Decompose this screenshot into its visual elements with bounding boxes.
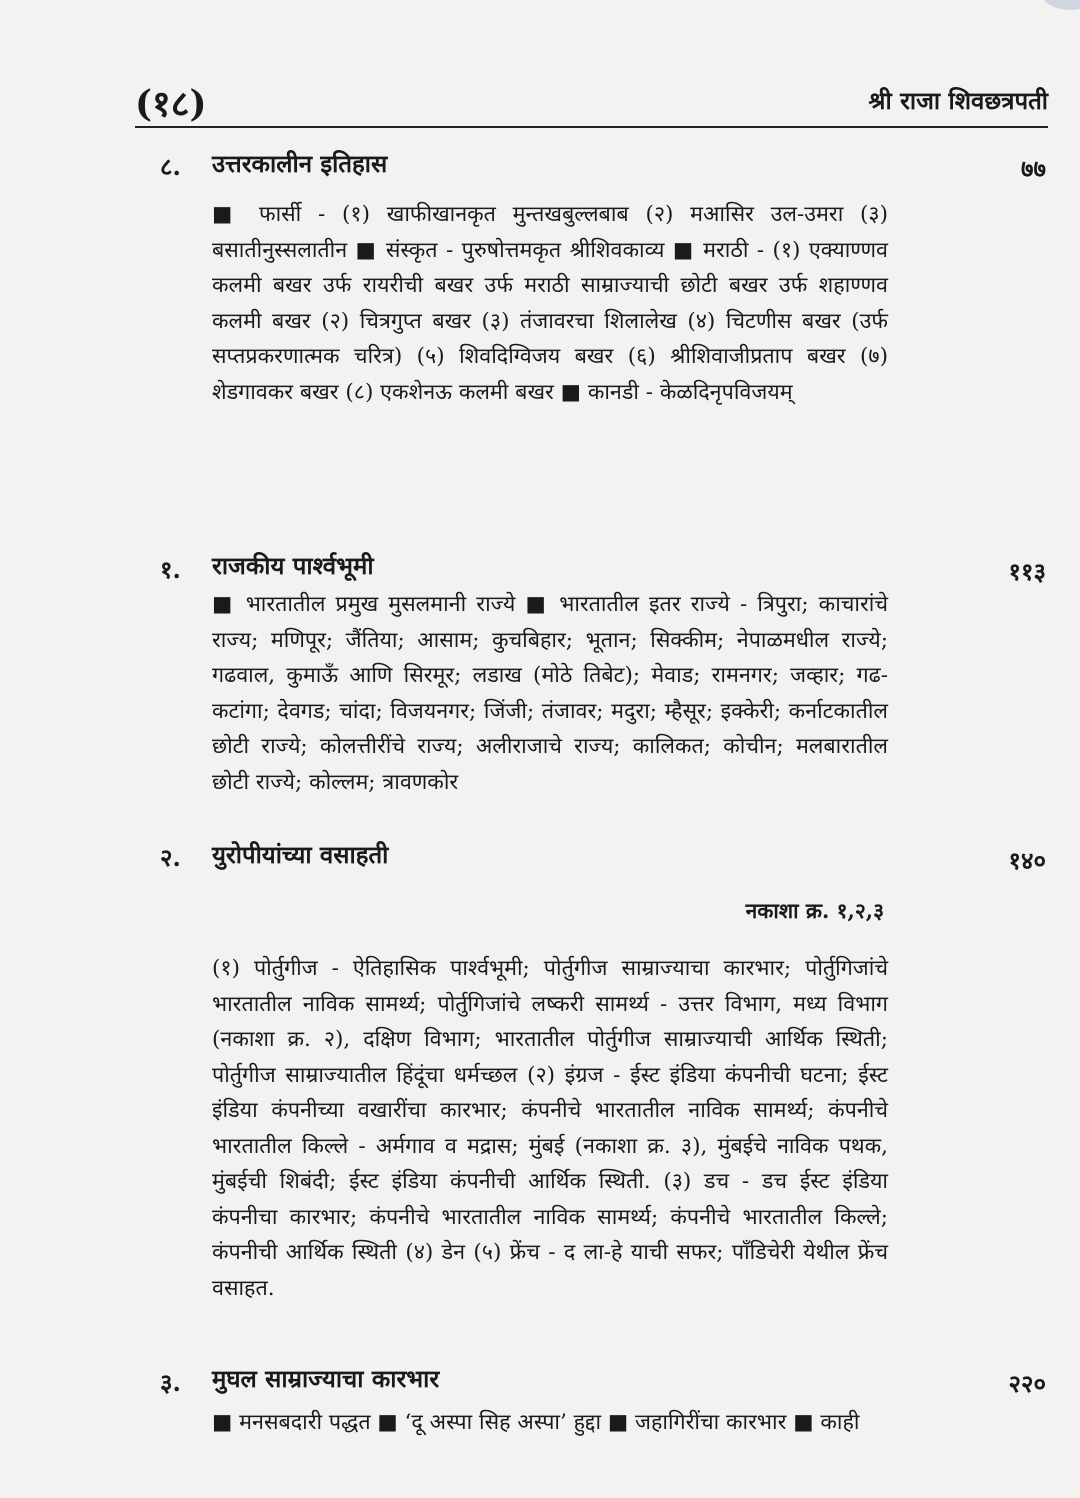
section-number: २. bbox=[160, 843, 181, 872]
section-number: ८. bbox=[160, 152, 181, 181]
map-reference: नकाशा क्र. १,२,३ bbox=[745, 898, 884, 923]
section-contents: ■ फार्सी - (१) खाफीखानकृत मुन्तखबुल्लबाब (२) मआसिर उल-उमरा (३) बसातीनुस्सलातीन ■ संस्कृत - पुरुषोत्तमकृत श्रीशिवकाव्य ■ मराठी - (१) एक्याण्णव कलमी बखर उर्फ रायरीची बखर उर्फ मराठी साम्राज्याची छोटी बखर उर्फ शहाण्णव कलमी बखर (२) चित्रगुप्त बखर (३) तंजावरचा शिलालेख (४) चिटणीस बखर (उर्फ सप्तप्रकरणात्मक चरित्र) (५) शिवदिग्विजय बखर (६) श्रीशिवाजीप्रताप बखर (७) शेडगावकर बखर (८) एकशेनऊ कलमी बखर ■ कानडी - केळदिनृपविजयम् bbox=[212, 202, 888, 405]
section-contents: (१) पोर्तुगीज - ऐतिहासिक पार्श्वभूमी; पोर्तुगीज साम्राज्याचा कारभार; पोर्तुगिजांचे भारतातील नाविक सामर्थ्य; पोर्तुगिजांचे लष्करी सामर्थ्य - उत्तर विभाग, मध्य विभाग (नकाशा क्र. २), दक्षिण विभाग; भारतातील पोर्तुगीज साम्राज्याची आर्थिक स्थिती; पोर्तुगीज साम्राज्यातील हिंदूंचा धर्मच्छल (२) इंग्रज - ईस्ट इंडिया कंपनीची घटना; ईस्ट इंडिया कंपनीच्या वखारींचा कारभार; कंपनीचे भारतातील नाविक सामर्थ्य; कंपनीचे भारतातील किल्ले - अर्मगाव व मद्रास; मुंबई (नकाशा क्र. ३), मुंबईचे नाविक पथक, मुंबईची शिबंदी; ईस्ट इंडिया कंपनीची आर्थिक स्थिती. (३) डच - डच ईस्ट इंडिया कंपनीचा कारभार; कंपनीचे भारतातील नाविक सामर्थ्य; कंपनीचे भारतातील किल्ले; कंपनीची आर्थिक स्थिती (४) डेन (५) फ्रेंच - द ला-हे याची सफर; पाँडिचेरी येथील फ्रेंच वसाहत. bbox=[212, 956, 888, 1301]
running-header-title: श्री राजा शिवछत्रपती bbox=[868, 86, 1048, 115]
section-page-number: २२० bbox=[1008, 1369, 1046, 1398]
section-contents: ■ भारतातील प्रमुख मुसलमानी राज्ये ■ भारतातील इतर राज्ये - त्रिपुरा; काचारांचे राज्य; मणिपूर; जैंतिया; आसाम; कुचबिहार; भूतान; सिक्कीम; नेपाळमधील राज्ये; गढवाल, कुमाऊँ आणि सिरमूर; लडाख (मोठे तिबेट); मेवाड; रामनगर; जव्हार; गढ-कटांगा; देवगड; चांदा; विजयनगर; जिंजी; तंजावर; मदुरा; म्हैसूर; इक्केरी; कर्नाटकातील छोटी राज्ये; कोलत्तीरींचे राज्य; अलीराजाचे राज्य; कालिकत; कोचीन; मलबारातील छोटी राज्ये; कोल्लम; त्रावणकोर bbox=[212, 592, 888, 795]
section-title: मुघल साम्राज्याचा कारभार bbox=[212, 1364, 440, 1393]
section-title: उत्तरकालीन इतिहास bbox=[212, 149, 388, 178]
section-contents: ■ मनसबदारी पद्धत ■ ‘दू अस्पा सिह अस्पा’ हुद्दा ■ जहागिरींचा कारभार ■ काही bbox=[212, 1410, 860, 1435]
header-rule bbox=[135, 126, 1048, 128]
section-title: राजकीय पार्श्वभूमी bbox=[212, 551, 374, 580]
section-number: ३. bbox=[160, 1368, 181, 1397]
page-number: (१८) bbox=[135, 83, 207, 125]
page-corner-shadow bbox=[1040, 0, 1080, 10]
section-title: युरोपीयांच्या वसाहती bbox=[212, 840, 389, 869]
section-page-number: १४० bbox=[1008, 846, 1046, 875]
section-number: १. bbox=[160, 555, 181, 584]
section-page-number: ११३ bbox=[1008, 557, 1046, 586]
section-page-number: ७७ bbox=[1021, 154, 1046, 183]
